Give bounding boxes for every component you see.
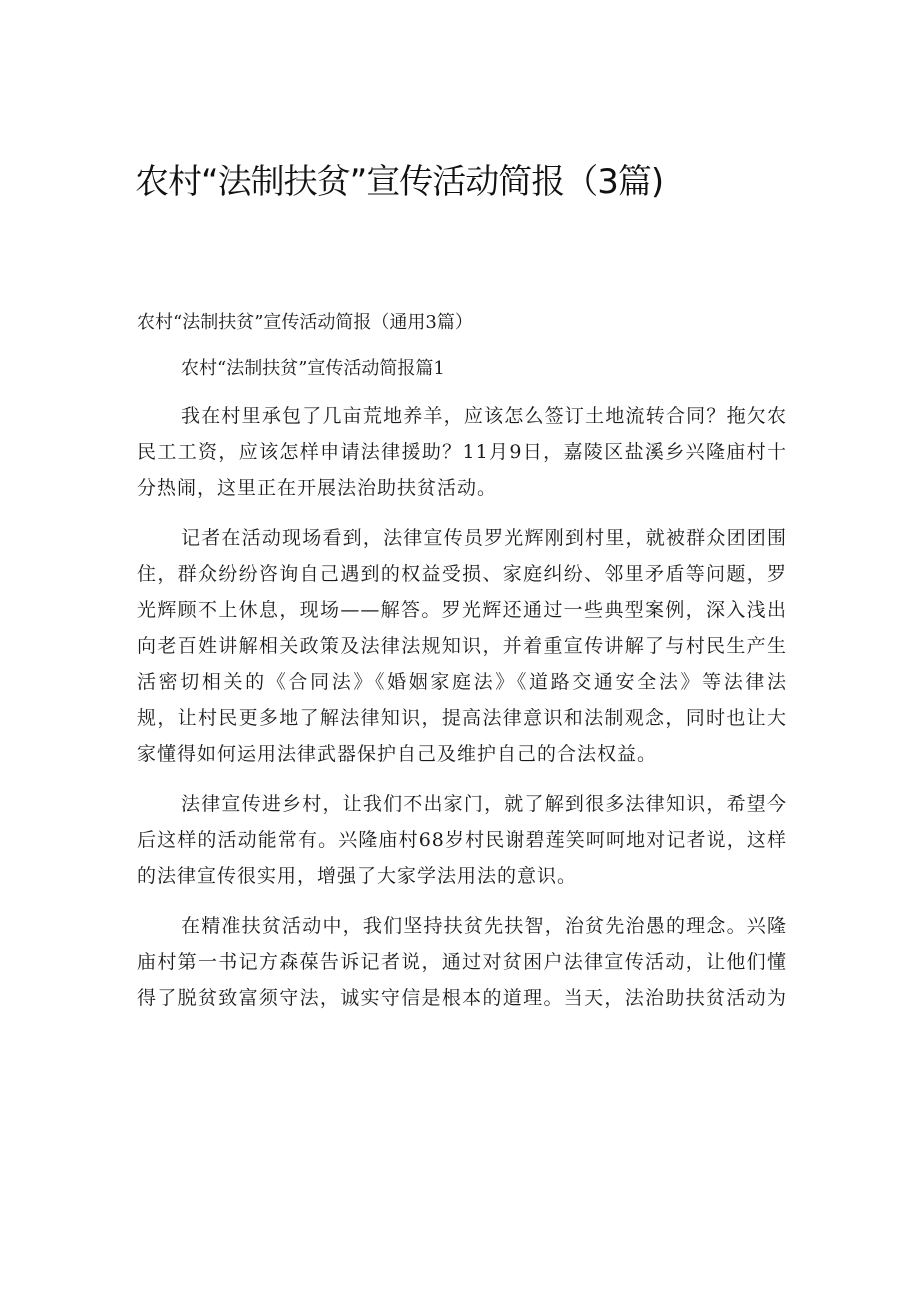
paragraph-line: 法律宣传进乡村，让我们不出家门，就了解到很多法律知识，希望今 bbox=[181, 793, 787, 815]
paragraph-line: 后这样的活动能常有。兴隆庙村68岁村民谢碧莲笑呵呵地对记者说，这样 bbox=[137, 829, 787, 851]
paragraph-1 bbox=[137, 398, 787, 506]
paragraph-line: 的法律宣传很实用，增强了大家学法用法的意识。 bbox=[137, 865, 578, 887]
article-body bbox=[137, 398, 787, 1030]
document-title: 农村“法制扶贫”宣传活动简报（3篇) bbox=[135, 162, 664, 202]
paragraph-line: 家懂得如何运用法律武器保护自己及维护自己的合法权益。 bbox=[137, 743, 658, 765]
paragraph-line: 分热闹，这里正在开展法治助扶贫活动。 bbox=[137, 477, 498, 499]
paragraph-line: 光辉顾不上休息，现场——解答。罗光辉还通过一些典型案例，深入浅出 bbox=[137, 599, 787, 621]
document-subtitle: 农村“法制扶贫”宣传活动简报（通用3篇） bbox=[137, 312, 473, 333]
paragraph-3 bbox=[137, 786, 787, 894]
paragraph-line: 活密切相关的《合同法》《婚姻家庭法》《道路交通安全法》等法律法 bbox=[137, 671, 787, 693]
paragraph-line: 规，让村民更多地了解法律知识，提高法律意识和法制观念，同时也让大 bbox=[137, 707, 787, 729]
paragraph-2 bbox=[137, 520, 787, 772]
paragraph-line: 住，群众纷纷咨询自己遇到的权益受损、家庭纠纷、邻里矛盾等问题，罗 bbox=[137, 563, 787, 585]
paragraph-line: 记者在活动现场看到，法律宣传员罗光辉刚到村里，就被群众团团围 bbox=[181, 527, 787, 549]
paragraph-line: 得了脱贫致富须守法，诚实守信是根本的道理。当天，法治助扶贫活动为 bbox=[137, 987, 787, 1009]
paragraph-line: 向老百姓讲解相关政策及法律法规知识，并着重宣传讲解了与村民生产生 bbox=[137, 635, 787, 657]
paragraph-line: 我在村里承包了几亩荒地养羊，应该怎么签订土地流转合同？拖欠农 bbox=[181, 405, 787, 427]
paragraph-line: 庙村第一书记方森葆告诉记者说，通过对贫困户法律宣传活动，让他们懂 bbox=[137, 951, 787, 973]
paragraph-4 bbox=[137, 908, 787, 1016]
section-heading: 农村“法制扶贫”宣传活动简报篇1 bbox=[181, 358, 445, 379]
paragraph-line: 在精准扶贫活动中，我们坚持扶贫先扶智，治贫先治愚的理念。兴隆 bbox=[181, 915, 787, 937]
paragraph-line: 民工工资，应该怎样申请法律援助？11月9日，嘉陵区盐溪乡兴隆庙村十 bbox=[137, 441, 787, 463]
